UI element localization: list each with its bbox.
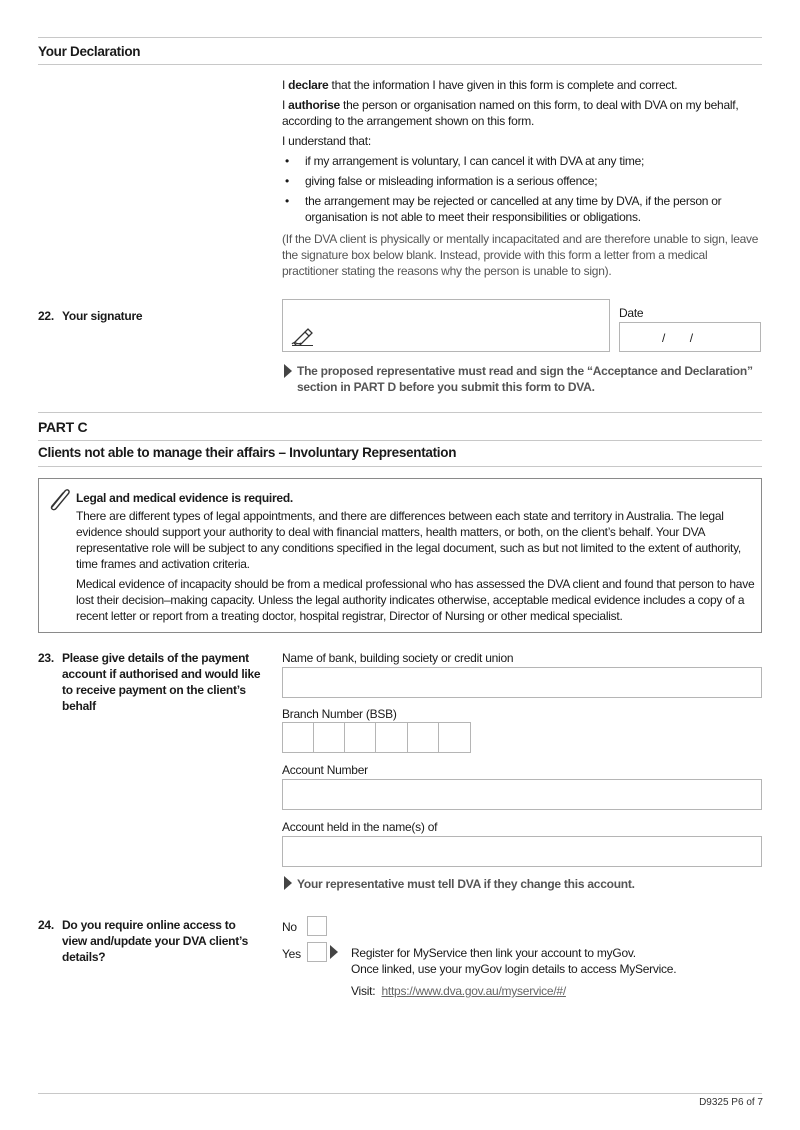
bsb-digit-4[interactable] [377,723,408,753]
bsb-digit-3[interactable] [345,723,376,753]
pen-signature-icon [291,328,315,346]
bsb-digit-5[interactable] [408,723,439,753]
q23-number: 23. [38,651,54,665]
account-name-field[interactable] [282,836,762,867]
bank-name-label: Name of bank, building society or credit union [282,651,514,665]
bsb-digit-2[interactable] [314,723,345,753]
evidence-callout [38,478,762,633]
yes-checkbox[interactable] [307,942,327,962]
list-item: • if my arrangement is voluntary, I can cancel it with DVA at any time; [282,153,764,169]
part-c-divider-mid [38,440,762,441]
date-separators: / / [662,331,693,345]
arrow-icon [284,364,292,378]
part-c-divider-bottom [38,466,762,467]
authorise-paragraph: I authorise the person or organisation named on this form, to deal with DVA on my behalf, according to the arrangement shown on this form. [282,98,739,128]
arrow-icon [330,945,338,959]
paperclip-icon [44,485,72,511]
top-divider [38,37,762,38]
declaration-divider [38,64,762,65]
q24-number: 24. [38,918,54,932]
understand-text: I understand that: [282,134,371,148]
arrow-icon [284,876,292,890]
part-c-divider-top [38,412,762,413]
evidence-text [76,490,756,624]
part-c-title: PART C [38,419,88,435]
account-number-label: Account Number [282,763,368,777]
declaration-bullet-list [282,153,764,225]
list-item: • the arrangement may be rejected or cancelled at any time by DVA, if the person or organisation is not able to meet their responsibilities or obligations. [282,193,764,225]
account-name-label: Account held in the name(s) of [282,820,438,834]
account-number-field[interactable] [282,779,762,810]
date-label: Date [619,306,644,320]
list-item: • giving false or misleading information is a serious offence; [282,173,764,189]
q22-label: Your signature [62,309,143,323]
myservice-line-1: Register for MyService then link your account to myGov. [351,946,636,960]
evidence-medical-paragraph: Medical evidence of incapacity should be from a medical professional who has assessed the DVA client and found that person to have lost their decision–making capacity. Unless the legal authority indicates otherwise, acceptable medical evidence includes a copy of a recent letter or report from a treating doctor, hospital registrar, Director of Nursing or other medical specialist. [76,577,755,623]
myservice-instructions [351,945,761,999]
incapacitated-note: (If the DVA client is physically or mentally incapacitated and are therefore unable to sign, leave the signature box below blank. Instead, provide with this form a letter from a medical practitioner stating the reasons why the person is unable to sign). [282,232,759,278]
no-label: No [282,920,297,934]
part-c-subtitle: Clients not able to manage their affairs – Involuntary Representation [38,445,457,460]
bank-name-field[interactable] [282,667,762,698]
declaration-heading: Your Declaration [38,44,141,59]
no-checkbox[interactable] [307,916,327,936]
signature-box[interactable] [282,299,610,352]
date-field[interactable] [619,322,761,352]
q24-label: Do you require online access to view and/update your DVA client’s details? [62,918,249,964]
evidence-heading: Legal and medical evidence is required. [76,491,294,505]
q23-note: Your representative must tell DVA if they change this account. [297,877,635,891]
declare-paragraph: I declare that the information I have given in this form is complete and correct. [282,78,678,92]
page-reference: D9325 P6 of 7 [699,1097,763,1108]
q23-label: Please give details of the payment account if authorised and would like to receive payment on the client’s behalf [62,651,261,713]
myservice-line-2: Once linked, use your myGov login details to access MyService. [351,962,677,976]
declaration-body [282,77,764,279]
yes-label: Yes [282,947,301,961]
bsb-digit-1[interactable] [283,723,314,753]
bsb-digit-6[interactable] [439,723,470,753]
q22-number: 22. [38,309,54,323]
bsb-field[interactable] [282,722,471,753]
footer-divider [38,1093,762,1094]
visit-label: Visit: [351,984,376,998]
evidence-legal-paragraph: There are different types of legal appointments, and there are differences between each state and territory in Australia. The legal evidence should support your authority to deal with financial matters, health matters, or both, on the client’s behalf. Your DVA representative role will be subject to any conditions specified in the legal document, such as but not limited to the extent of authority, time frames and activation criteria. [76,509,742,571]
q22-note: The proposed representative must read and sign the “Acceptance and Declaration” section in PART D before you submit this form to DVA. [297,364,753,394]
bsb-label: Branch Number (BSB) [282,707,397,721]
myservice-link[interactable]: https://www.dva.gov.au/myservice/#/ [381,984,566,998]
